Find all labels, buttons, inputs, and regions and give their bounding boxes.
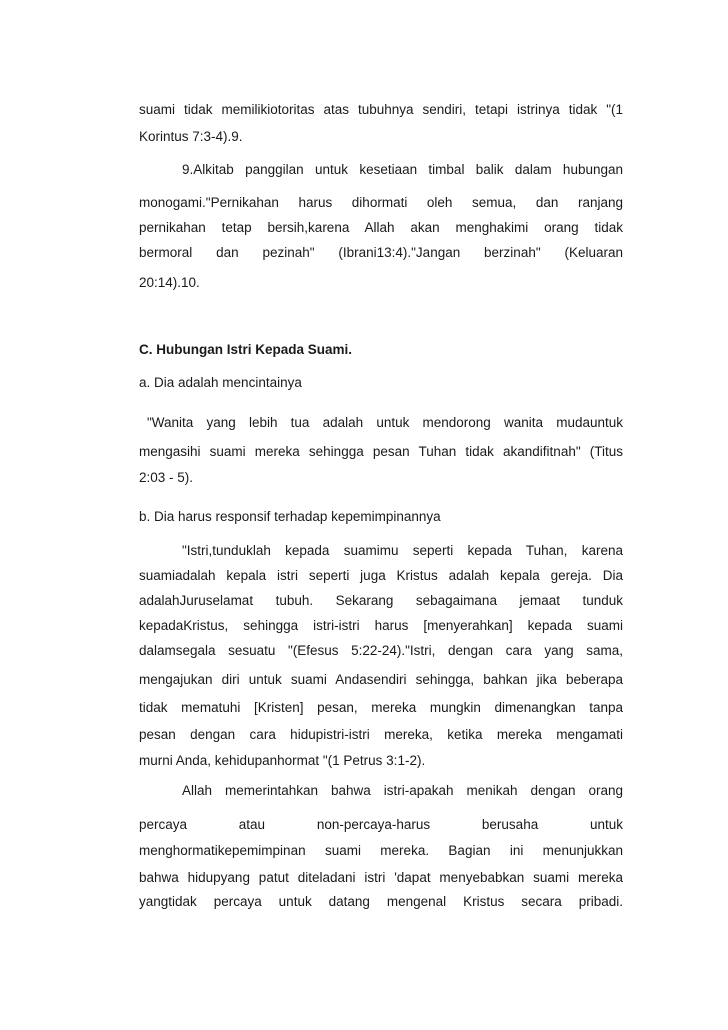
paragraph-b-line: tidak mematuhi [Kristen] pesan, mereka mungkin dimenangkan tanpa [139,700,623,715]
paragraph-b-line: dalamsegala sesuatu "(Efesus 5:22-24)."Istri, dengan cara yang sama, [139,643,623,658]
paragraph-c-line: menghormatikepemimpinan suami mereka. Bagian ini menunjukkan [139,843,623,858]
section-heading: C. Hubungan Istri Kepada Suami. [139,342,353,357]
paragraph-2-line: bermoral dan pezinah" (Ibrani13:4)."Jangan berzinah" (Keluaran [139,245,623,260]
paragraph-b-line: "Istri,tunduklah kepada suamimu seperti kepada Tuhan, karena [182,543,623,558]
paragraph-1-line: Korintus 7:3-4).9. [139,129,243,144]
paragraph-1-line: suami tidak memilikiotoritas atas tubuhnya sendiri, tetapi istrinya tidak "(1 [139,102,623,117]
paragraph-c-line: percaya atau non-percaya-harus berusaha untuk [139,817,623,832]
paragraph-c-line: Allah memerintahkan bahwa istri-apakah menikah dengan orang [182,783,623,798]
paragraph-2-line: 9.Alkitab panggilan untuk kesetiaan timbal balik dalam hubungan [182,162,623,177]
paragraph-b-line: murni Anda, kehidupanhormat "(1 Petrus 3:1-2). [139,753,426,768]
paragraph-b-line: kepadaKristus, sehingga istri-istri harus [menyerahkan] kepada suami [139,618,623,633]
paragraph-a-line: 2:03 - 5). [139,470,194,485]
subheading-a: a. Dia adalah mencintainya [139,375,302,390]
paragraph-c-line: bahwa hidupyang patut diteladani istri 'dapat menyebabkan suami mereka [139,870,623,885]
subheading-b: b. Dia harus responsif terhadap kepemimpinannya [139,509,441,524]
paragraph-2-line: monogami."Pernikahan harus dihormati oleh semua, dan ranjang [139,195,623,210]
paragraph-b-line: pesan dengan cara hidupistri-istri mereka, ketika mereka mengamati [139,727,623,742]
paragraph-b-line: suamiadalah kepala istri seperti juga Kristus adalah kepala gereja. Dia [139,568,623,583]
paragraph-c-line: yangtidak percaya untuk datang mengenal Kristus secara pribadi. [139,894,623,909]
paragraph-2-line: pernikahan tetap bersih,karena Allah akan menghakimi orang tidak [139,220,623,235]
paragraph-2-line: 20:14).10. [139,275,200,290]
paragraph-b-line: adalahJuruselamat tubuh. Sekarang sebagaimana jemaat tunduk [139,593,623,608]
paragraph-b-line: mengajukan diri untuk suami Andasendiri sehingga, bahkan jika beberapa [139,672,623,687]
paragraph-a-line: "Wanita yang lebih tua adalah untuk mendorong wanita mudauntuk [147,415,623,430]
paragraph-a-line: mengasihi suami mereka sehingga pesan Tuhan tidak akandifitnah" (Titus [139,444,623,459]
